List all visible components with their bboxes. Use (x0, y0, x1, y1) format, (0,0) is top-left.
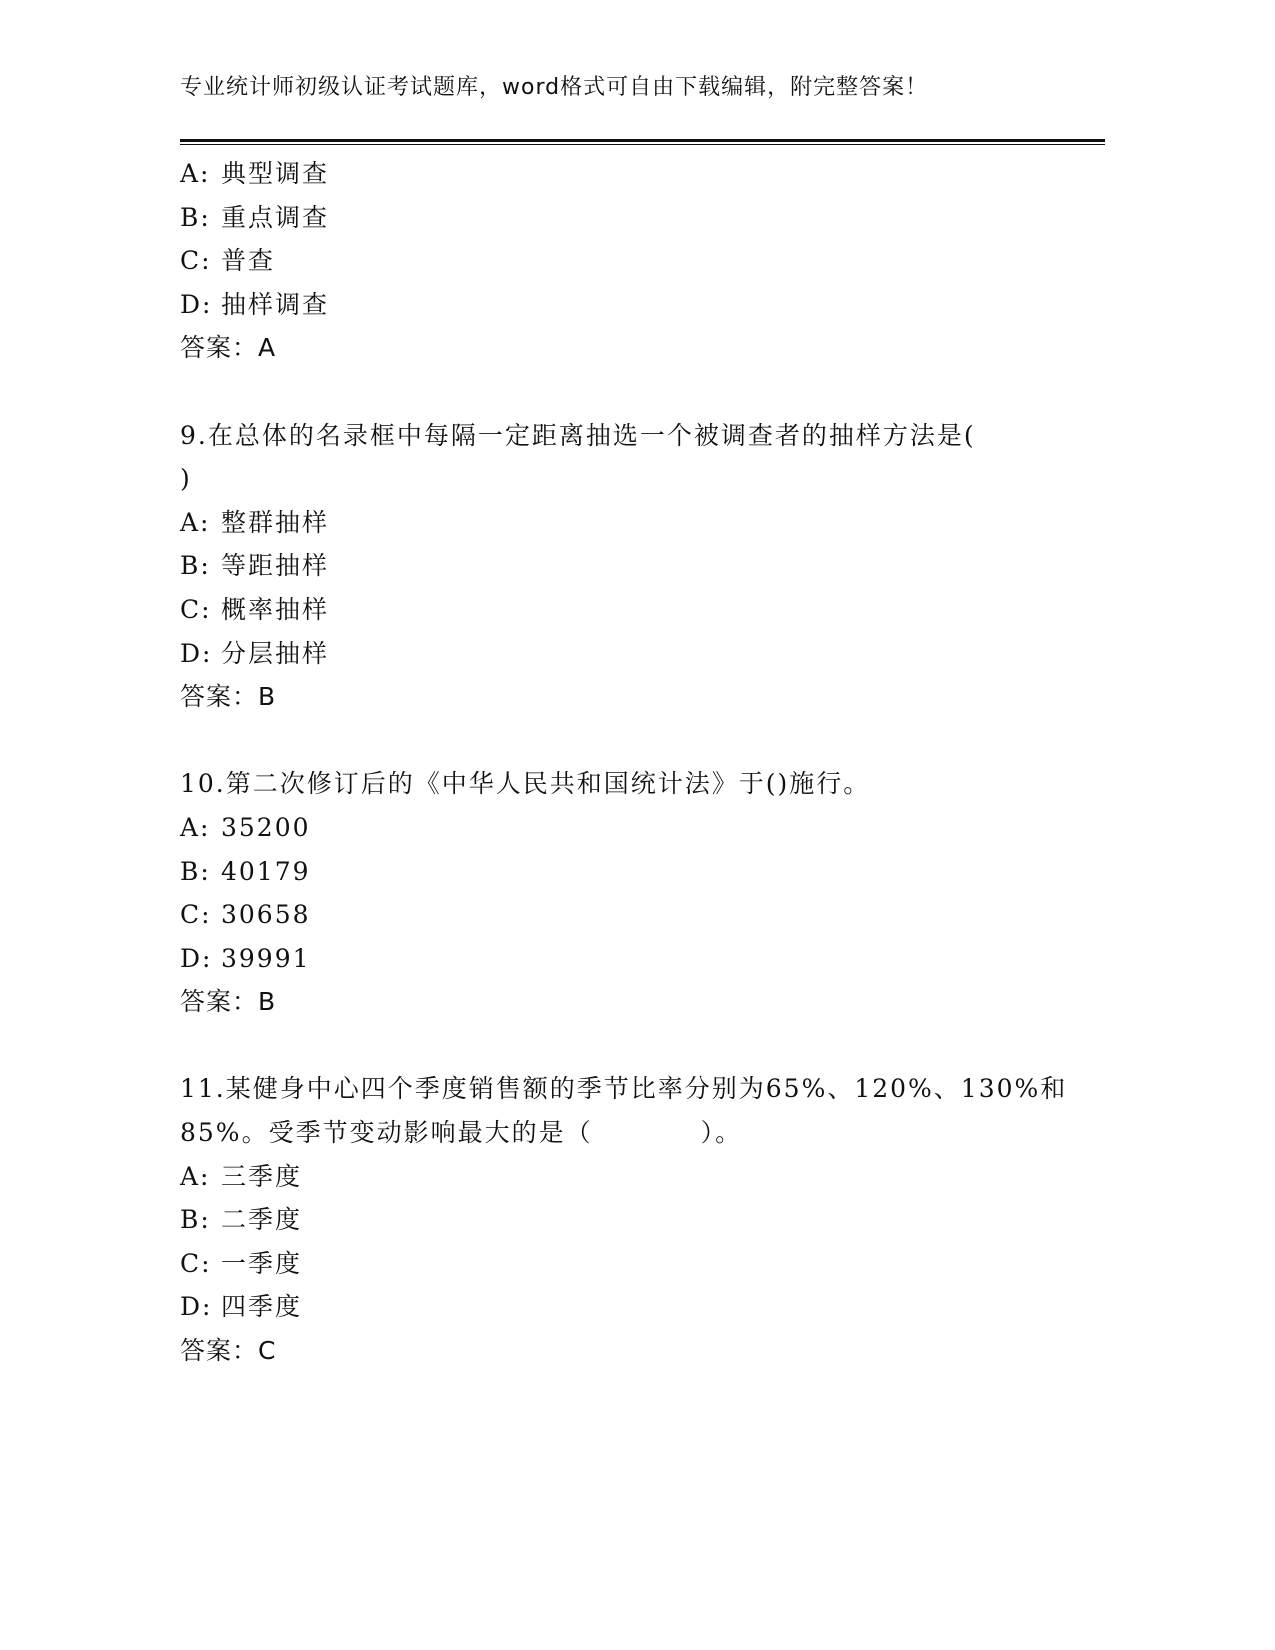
question-block-8-continued (180, 152, 1060, 370)
option-a: A: 35200 (180, 812, 311, 842)
question-block-11 (180, 1067, 1068, 1372)
option-c: C: 概率抽样 (180, 594, 330, 624)
answer: 答案：B (180, 682, 277, 712)
answer: 答案：C (180, 1336, 277, 1366)
answer: 答案：B (180, 987, 277, 1017)
question-text-line: 11.某健身中心四个季度销售额的季节比率分别为65%、120%、130%和 (180, 1074, 1068, 1104)
option-d: D: 抽样调查 (180, 289, 330, 319)
option-c: C: 一季度 (180, 1248, 303, 1278)
question-block-10 (180, 762, 1060, 1024)
option-a: A: 整群抽样 (180, 507, 330, 537)
option-b: B: 40179 (180, 856, 311, 886)
header-rule-thin (180, 144, 1105, 145)
question-block-9 (180, 414, 1060, 719)
page-header: 专业统计师初级认证考试题库，word格式可自由下载编辑，附完整答案！ (180, 75, 929, 100)
option-d: D: 四季度 (180, 1292, 303, 1322)
question-content (180, 152, 1068, 1373)
option-a: A: 典型调查 (180, 159, 330, 188)
header-rule-thick (180, 139, 1105, 142)
option-c: C: 普查 (180, 246, 276, 276)
option-d: D: 39991 (180, 943, 311, 973)
option-c: C: 30658 (180, 900, 311, 930)
option-b: B: 等距抽样 (180, 551, 330, 581)
question-text-line: 9.在总体的名录框中每隔一定距离抽选一个被调查者的抽样方法是( (180, 420, 976, 450)
option-b: B: 重点调查 (180, 202, 330, 232)
question-text-line: 85%。受季节变动影响最大的是（ ）。 (180, 1118, 743, 1148)
option-b: B: 二季度 (180, 1205, 303, 1235)
answer: 答案：A (180, 333, 277, 363)
question-text-line: 10.第二次修订后的《中华人民共和国统计法》于()施行。 (180, 769, 871, 799)
option-a: A: 三季度 (180, 1161, 303, 1191)
option-d: D: 分层抽样 (180, 638, 330, 668)
question-text-line: ) (180, 464, 192, 494)
